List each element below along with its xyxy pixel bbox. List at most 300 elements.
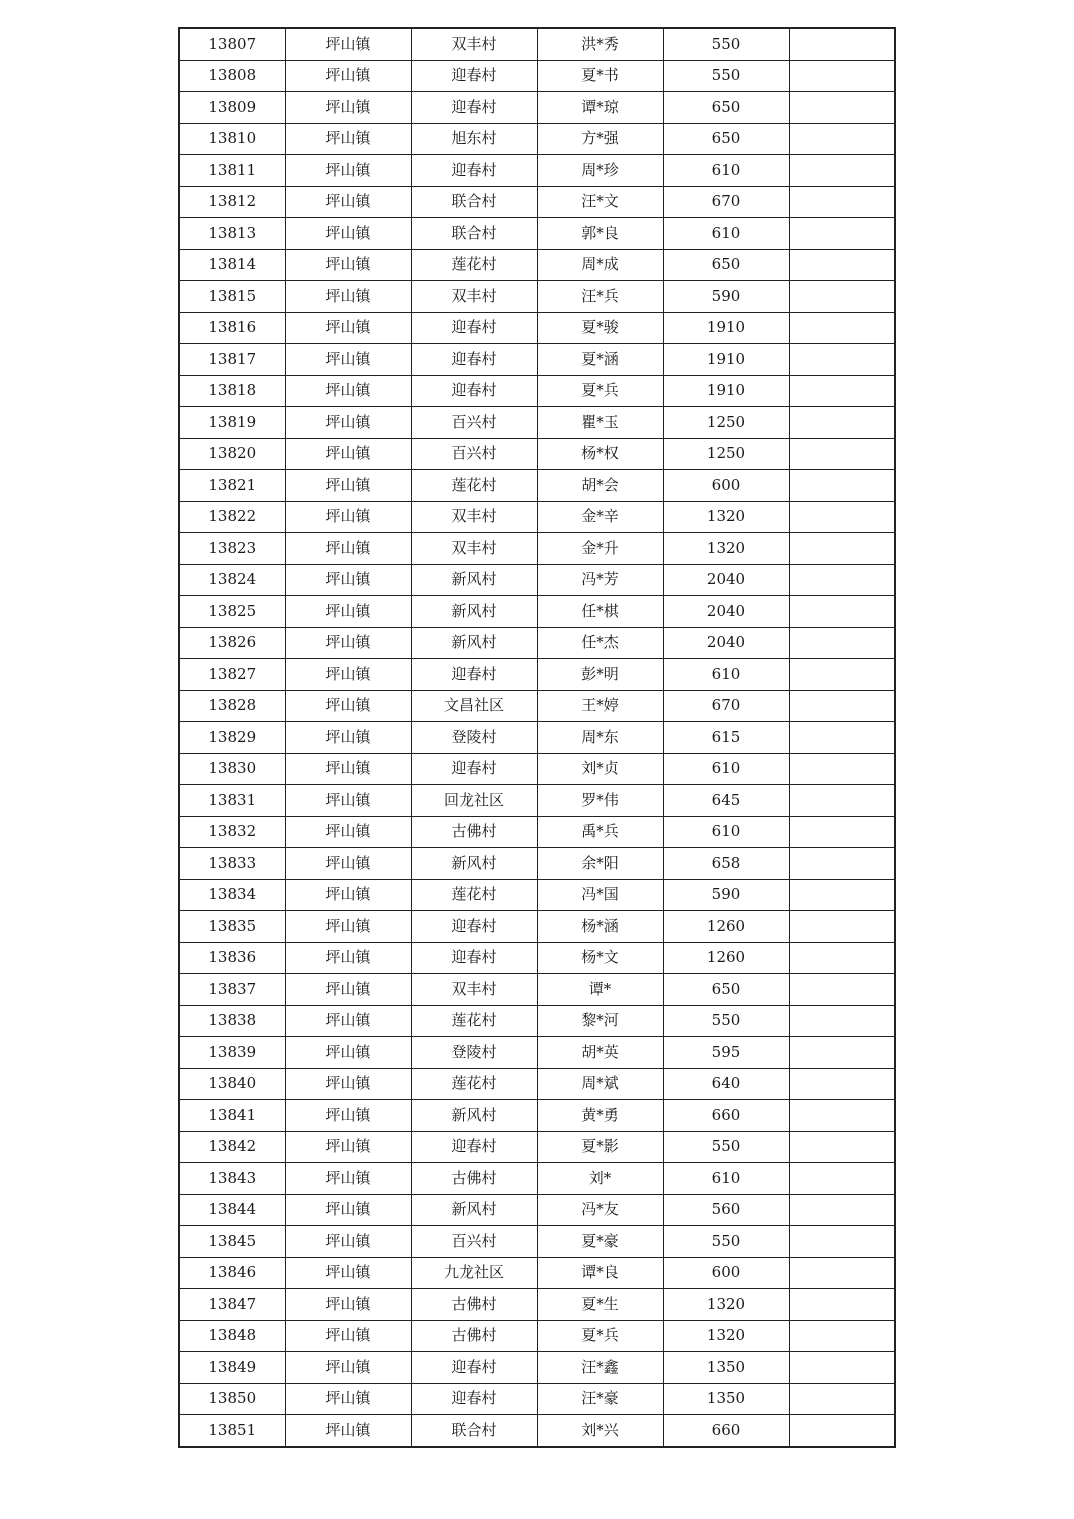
serial-number-cell: 13826 (179, 627, 285, 659)
town-cell: 坪山镇 (285, 218, 411, 250)
amount-cell: 650 (663, 974, 789, 1006)
table-row (179, 722, 895, 754)
town-cell: 坪山镇 (285, 911, 411, 943)
name-cell: 汪*豪 (537, 1383, 663, 1415)
name-cell: 杨*文 (537, 942, 663, 974)
table-row (179, 1257, 895, 1289)
data-table (178, 27, 896, 1448)
village-cell: 迎春村 (411, 375, 537, 407)
village-cell: 联合村 (411, 186, 537, 218)
village-cell: 旭东村 (411, 123, 537, 155)
village-cell: 双丰村 (411, 501, 537, 533)
village-cell: 九龙社区 (411, 1257, 537, 1289)
remark-cell (789, 596, 895, 628)
remark-cell (789, 470, 895, 502)
amount-cell: 2040 (663, 627, 789, 659)
village-cell: 新风村 (411, 1100, 537, 1132)
amount-cell: 640 (663, 1068, 789, 1100)
name-cell: 彭*明 (537, 659, 663, 691)
village-cell: 迎春村 (411, 60, 537, 92)
remark-cell (789, 1163, 895, 1195)
town-cell: 坪山镇 (285, 1163, 411, 1195)
remark-cell (789, 879, 895, 911)
remark-cell (789, 533, 895, 565)
table-body (179, 28, 895, 1447)
serial-number-cell: 13851 (179, 1415, 285, 1447)
remark-cell (789, 92, 895, 124)
amount-cell: 670 (663, 690, 789, 722)
name-cell: 谭* (537, 974, 663, 1006)
table-row (179, 785, 895, 817)
serial-number-cell: 13848 (179, 1320, 285, 1352)
town-cell: 坪山镇 (285, 186, 411, 218)
name-cell: 罗*伟 (537, 785, 663, 817)
remark-cell (789, 1194, 895, 1226)
amount-cell: 550 (663, 1131, 789, 1163)
name-cell: 夏*生 (537, 1289, 663, 1321)
table-row (179, 974, 895, 1006)
remark-cell (789, 312, 895, 344)
serial-number-cell: 13807 (179, 28, 285, 60)
amount-cell: 610 (663, 816, 789, 848)
serial-number-cell: 13818 (179, 375, 285, 407)
remark-cell (789, 659, 895, 691)
village-cell: 双丰村 (411, 533, 537, 565)
town-cell: 坪山镇 (285, 375, 411, 407)
amount-cell: 2040 (663, 596, 789, 628)
town-cell: 坪山镇 (285, 533, 411, 565)
serial-number-cell: 13813 (179, 218, 285, 250)
village-cell: 迎春村 (411, 753, 537, 785)
table-row (179, 533, 895, 565)
town-cell: 坪山镇 (285, 281, 411, 313)
table-row (179, 28, 895, 60)
serial-number-cell: 13809 (179, 92, 285, 124)
amount-cell: 610 (663, 659, 789, 691)
village-cell: 莲花村 (411, 470, 537, 502)
serial-number-cell: 13830 (179, 753, 285, 785)
remark-cell (789, 753, 895, 785)
name-cell: 金*升 (537, 533, 663, 565)
amount-cell: 550 (663, 1226, 789, 1258)
remark-cell (789, 60, 895, 92)
serial-number-cell: 13808 (179, 60, 285, 92)
name-cell: 汪*兵 (537, 281, 663, 313)
serial-number-cell: 13811 (179, 155, 285, 187)
name-cell: 胡*英 (537, 1037, 663, 1069)
name-cell: 周*成 (537, 249, 663, 281)
town-cell: 坪山镇 (285, 92, 411, 124)
remark-cell (789, 564, 895, 596)
town-cell: 坪山镇 (285, 942, 411, 974)
town-cell: 坪山镇 (285, 1194, 411, 1226)
table-row (179, 155, 895, 187)
amount-cell: 610 (663, 218, 789, 250)
amount-cell: 670 (663, 186, 789, 218)
remark-cell (789, 344, 895, 376)
serial-number-cell: 13836 (179, 942, 285, 974)
serial-number-cell: 13849 (179, 1352, 285, 1384)
table-row (179, 879, 895, 911)
table-row (179, 501, 895, 533)
amount-cell: 560 (663, 1194, 789, 1226)
serial-number-cell: 13843 (179, 1163, 285, 1195)
town-cell: 坪山镇 (285, 785, 411, 817)
table-row (179, 218, 895, 250)
amount-cell: 1910 (663, 375, 789, 407)
remark-cell (789, 1131, 895, 1163)
town-cell: 坪山镇 (285, 1352, 411, 1384)
serial-number-cell: 13815 (179, 281, 285, 313)
name-cell: 谭*良 (537, 1257, 663, 1289)
town-cell: 坪山镇 (285, 407, 411, 439)
amount-cell: 2040 (663, 564, 789, 596)
amount-cell: 660 (663, 1415, 789, 1447)
town-cell: 坪山镇 (285, 1226, 411, 1258)
remark-cell (789, 501, 895, 533)
serial-number-cell: 13847 (179, 1289, 285, 1321)
amount-cell: 550 (663, 60, 789, 92)
serial-number-cell: 13825 (179, 596, 285, 628)
name-cell: 夏*涵 (537, 344, 663, 376)
name-cell: 谭*琼 (537, 92, 663, 124)
serial-number-cell: 13816 (179, 312, 285, 344)
remark-cell (789, 722, 895, 754)
name-cell: 冯*国 (537, 879, 663, 911)
serial-number-cell: 13835 (179, 911, 285, 943)
table-row (179, 1100, 895, 1132)
table-row (179, 1005, 895, 1037)
village-cell: 迎春村 (411, 659, 537, 691)
amount-cell: 550 (663, 28, 789, 60)
village-cell: 莲花村 (411, 1068, 537, 1100)
name-cell: 夏*兵 (537, 1320, 663, 1352)
amount-cell: 590 (663, 281, 789, 313)
table-row (179, 1383, 895, 1415)
remark-cell (789, 1037, 895, 1069)
serial-number-cell: 13850 (179, 1383, 285, 1415)
table-row (179, 186, 895, 218)
village-cell: 迎春村 (411, 942, 537, 974)
serial-number-cell: 13845 (179, 1226, 285, 1258)
name-cell: 任*棋 (537, 596, 663, 628)
name-cell: 冯*友 (537, 1194, 663, 1226)
table-row (179, 753, 895, 785)
name-cell: 夏*骏 (537, 312, 663, 344)
remark-cell (789, 123, 895, 155)
table-row (179, 438, 895, 470)
table-row (179, 249, 895, 281)
town-cell: 坪山镇 (285, 564, 411, 596)
village-cell: 百兴村 (411, 438, 537, 470)
remark-cell (789, 1289, 895, 1321)
serial-number-cell: 13837 (179, 974, 285, 1006)
table-row (179, 1194, 895, 1226)
town-cell: 坪山镇 (285, 60, 411, 92)
amount-cell: 1350 (663, 1352, 789, 1384)
amount-cell: 660 (663, 1100, 789, 1132)
name-cell: 周*斌 (537, 1068, 663, 1100)
village-cell: 双丰村 (411, 974, 537, 1006)
remark-cell (789, 1226, 895, 1258)
serial-number-cell: 13817 (179, 344, 285, 376)
remark-cell (789, 186, 895, 218)
village-cell: 文昌社区 (411, 690, 537, 722)
village-cell: 迎春村 (411, 1131, 537, 1163)
table-row (179, 1415, 895, 1447)
serial-number-cell: 13839 (179, 1037, 285, 1069)
town-cell: 坪山镇 (285, 1068, 411, 1100)
amount-cell: 658 (663, 848, 789, 880)
table-row (179, 123, 895, 155)
remark-cell (789, 942, 895, 974)
amount-cell: 1320 (663, 1320, 789, 1352)
name-cell: 洪*秀 (537, 28, 663, 60)
village-cell: 登陵村 (411, 722, 537, 754)
name-cell: 刘* (537, 1163, 663, 1195)
remark-cell (789, 1068, 895, 1100)
table-row (179, 1163, 895, 1195)
amount-cell: 610 (663, 155, 789, 187)
serial-number-cell: 13838 (179, 1005, 285, 1037)
village-cell: 迎春村 (411, 1383, 537, 1415)
table-row (179, 1068, 895, 1100)
remark-cell (789, 816, 895, 848)
name-cell: 夏*影 (537, 1131, 663, 1163)
name-cell: 黎*河 (537, 1005, 663, 1037)
town-cell: 坪山镇 (285, 1415, 411, 1447)
village-cell: 新风村 (411, 627, 537, 659)
name-cell: 汪*文 (537, 186, 663, 218)
town-cell: 坪山镇 (285, 722, 411, 754)
village-cell: 迎春村 (411, 911, 537, 943)
name-cell: 汪*鑫 (537, 1352, 663, 1384)
serial-number-cell: 13821 (179, 470, 285, 502)
village-cell: 古佛村 (411, 816, 537, 848)
table-row (179, 1131, 895, 1163)
village-cell: 双丰村 (411, 281, 537, 313)
remark-cell (789, 911, 895, 943)
serial-number-cell: 13833 (179, 848, 285, 880)
table-row (179, 1352, 895, 1384)
town-cell: 坪山镇 (285, 1257, 411, 1289)
town-cell: 坪山镇 (285, 438, 411, 470)
town-cell: 坪山镇 (285, 690, 411, 722)
village-cell: 迎春村 (411, 155, 537, 187)
village-cell: 迎春村 (411, 312, 537, 344)
remark-cell (789, 1005, 895, 1037)
table-row (179, 659, 895, 691)
serial-number-cell: 13823 (179, 533, 285, 565)
village-cell: 联合村 (411, 218, 537, 250)
town-cell: 坪山镇 (285, 879, 411, 911)
serial-number-cell: 13841 (179, 1100, 285, 1132)
village-cell: 迎春村 (411, 1352, 537, 1384)
name-cell: 郭*良 (537, 218, 663, 250)
amount-cell: 1320 (663, 533, 789, 565)
remark-cell (789, 28, 895, 60)
town-cell: 坪山镇 (285, 312, 411, 344)
serial-number-cell: 13814 (179, 249, 285, 281)
remark-cell (789, 155, 895, 187)
town-cell: 坪山镇 (285, 249, 411, 281)
serial-number-cell: 13819 (179, 407, 285, 439)
village-cell: 古佛村 (411, 1163, 537, 1195)
village-cell: 莲花村 (411, 1005, 537, 1037)
village-cell: 古佛村 (411, 1320, 537, 1352)
table-row (179, 281, 895, 313)
serial-number-cell: 13832 (179, 816, 285, 848)
amount-cell: 1260 (663, 911, 789, 943)
village-cell: 莲花村 (411, 879, 537, 911)
name-cell: 夏*豪 (537, 1226, 663, 1258)
serial-number-cell: 13820 (179, 438, 285, 470)
amount-cell: 615 (663, 722, 789, 754)
town-cell: 坪山镇 (285, 816, 411, 848)
amount-cell: 610 (663, 753, 789, 785)
table-row (179, 1037, 895, 1069)
table-row (179, 911, 895, 943)
name-cell: 周*东 (537, 722, 663, 754)
name-cell: 杨*权 (537, 438, 663, 470)
name-cell: 金*辛 (537, 501, 663, 533)
name-cell: 冯*芳 (537, 564, 663, 596)
amount-cell: 1320 (663, 1289, 789, 1321)
name-cell: 任*杰 (537, 627, 663, 659)
amount-cell: 1910 (663, 312, 789, 344)
amount-cell: 650 (663, 123, 789, 155)
amount-cell: 1320 (663, 501, 789, 533)
table-row (179, 312, 895, 344)
name-cell: 杨*涵 (537, 911, 663, 943)
table-row (179, 92, 895, 124)
town-cell: 坪山镇 (285, 1131, 411, 1163)
town-cell: 坪山镇 (285, 155, 411, 187)
name-cell: 余*阳 (537, 848, 663, 880)
serial-number-cell: 13831 (179, 785, 285, 817)
town-cell: 坪山镇 (285, 974, 411, 1006)
name-cell: 夏*兵 (537, 375, 663, 407)
village-cell: 新风村 (411, 564, 537, 596)
town-cell: 坪山镇 (285, 627, 411, 659)
name-cell: 禹*兵 (537, 816, 663, 848)
village-cell: 百兴村 (411, 1226, 537, 1258)
town-cell: 坪山镇 (285, 501, 411, 533)
remark-cell (789, 1100, 895, 1132)
amount-cell: 1350 (663, 1383, 789, 1415)
serial-number-cell: 13840 (179, 1068, 285, 1100)
village-cell: 古佛村 (411, 1289, 537, 1321)
remark-cell (789, 1415, 895, 1447)
table-row (179, 564, 895, 596)
town-cell: 坪山镇 (285, 1320, 411, 1352)
serial-number-cell: 13824 (179, 564, 285, 596)
remark-cell (789, 1320, 895, 1352)
town-cell: 坪山镇 (285, 848, 411, 880)
town-cell: 坪山镇 (285, 123, 411, 155)
name-cell: 周*珍 (537, 155, 663, 187)
remark-cell (789, 690, 895, 722)
serial-number-cell: 13828 (179, 690, 285, 722)
amount-cell: 590 (663, 879, 789, 911)
table-row (179, 848, 895, 880)
town-cell: 坪山镇 (285, 1037, 411, 1069)
village-cell: 新风村 (411, 1194, 537, 1226)
town-cell: 坪山镇 (285, 753, 411, 785)
amount-cell: 600 (663, 470, 789, 502)
amount-cell: 1910 (663, 344, 789, 376)
remark-cell (789, 438, 895, 470)
town-cell: 坪山镇 (285, 1383, 411, 1415)
village-cell: 迎春村 (411, 92, 537, 124)
name-cell: 瞿*玉 (537, 407, 663, 439)
village-cell: 联合村 (411, 1415, 537, 1447)
remark-cell (789, 375, 895, 407)
name-cell: 胡*会 (537, 470, 663, 502)
remark-cell (789, 848, 895, 880)
amount-cell: 1260 (663, 942, 789, 974)
table-row (179, 596, 895, 628)
table-row (179, 627, 895, 659)
table-row (179, 942, 895, 974)
village-cell: 登陵村 (411, 1037, 537, 1069)
serial-number-cell: 13812 (179, 186, 285, 218)
table-row (179, 1226, 895, 1258)
table-row (179, 470, 895, 502)
serial-number-cell: 13846 (179, 1257, 285, 1289)
remark-cell (789, 407, 895, 439)
table-row (179, 407, 895, 439)
table-row (179, 344, 895, 376)
table-row (179, 1289, 895, 1321)
village-cell: 回龙社区 (411, 785, 537, 817)
remark-cell (789, 785, 895, 817)
remark-cell (789, 218, 895, 250)
name-cell: 黄*勇 (537, 1100, 663, 1132)
town-cell: 坪山镇 (285, 470, 411, 502)
amount-cell: 650 (663, 249, 789, 281)
table-row (179, 375, 895, 407)
name-cell: 王*婷 (537, 690, 663, 722)
table-row (179, 690, 895, 722)
remark-cell (789, 974, 895, 1006)
village-cell: 新风村 (411, 596, 537, 628)
village-cell: 百兴村 (411, 407, 537, 439)
village-cell: 莲花村 (411, 249, 537, 281)
village-cell: 新风村 (411, 848, 537, 880)
serial-number-cell: 13834 (179, 879, 285, 911)
remark-cell (789, 627, 895, 659)
serial-number-cell: 13842 (179, 1131, 285, 1163)
name-cell: 夏*书 (537, 60, 663, 92)
town-cell: 坪山镇 (285, 1100, 411, 1132)
serial-number-cell: 13829 (179, 722, 285, 754)
name-cell: 刘*贞 (537, 753, 663, 785)
remark-cell (789, 249, 895, 281)
table-row (179, 816, 895, 848)
amount-cell: 1250 (663, 407, 789, 439)
village-cell: 迎春村 (411, 344, 537, 376)
amount-cell: 610 (663, 1163, 789, 1195)
name-cell: 刘*兴 (537, 1415, 663, 1447)
serial-number-cell: 13822 (179, 501, 285, 533)
table-row (179, 60, 895, 92)
amount-cell: 595 (663, 1037, 789, 1069)
town-cell: 坪山镇 (285, 344, 411, 376)
village-cell: 双丰村 (411, 28, 537, 60)
amount-cell: 550 (663, 1005, 789, 1037)
serial-number-cell: 13827 (179, 659, 285, 691)
